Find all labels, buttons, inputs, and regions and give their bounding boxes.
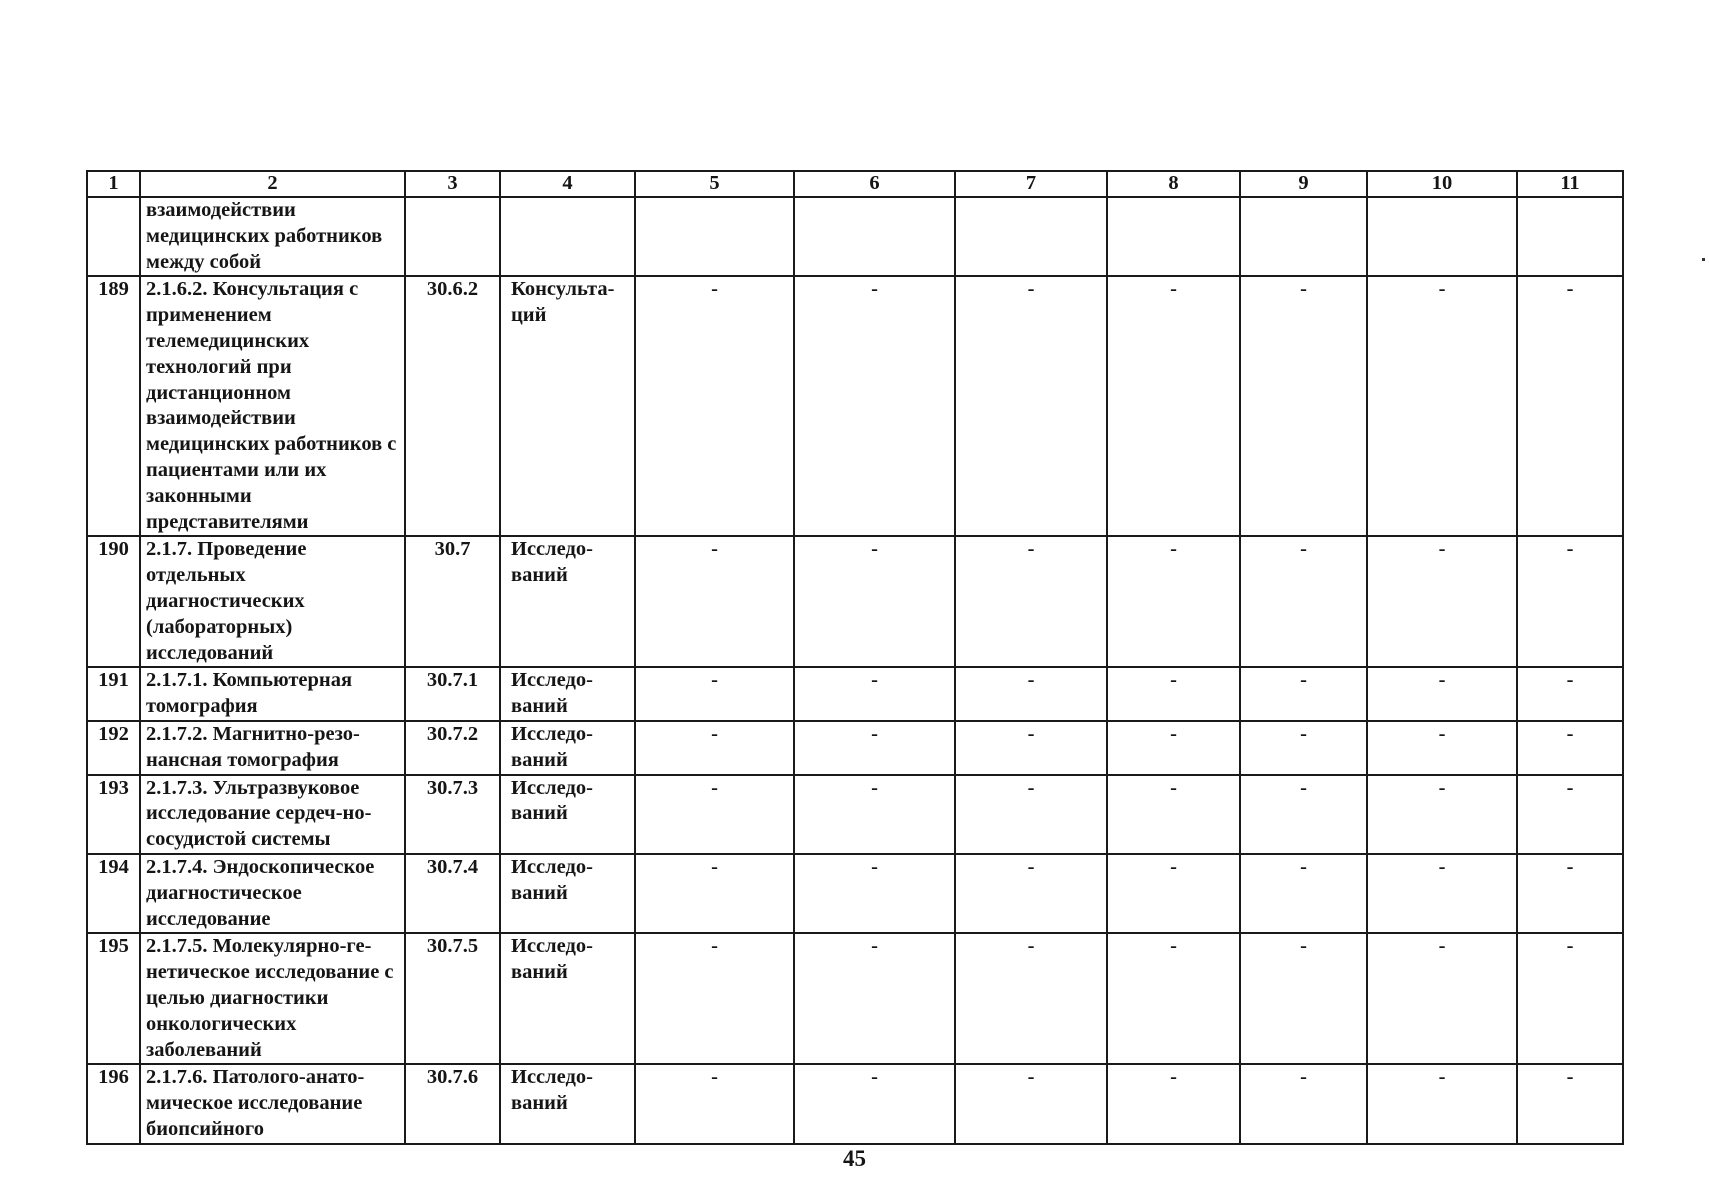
row-value-5: - xyxy=(635,536,794,667)
row-value-6: - xyxy=(794,721,955,775)
row-unit: Исследо-ваний xyxy=(500,536,635,667)
row-value-8 xyxy=(1107,197,1240,276)
row-number xyxy=(87,197,140,276)
row-code: 30.7 xyxy=(405,536,500,667)
row-name: 2.1.7.3. Ультразвуковое исследование сердеч-но-сосудистой системы xyxy=(140,775,405,854)
row-unit: Исследо-ваний xyxy=(500,775,635,854)
row-value-8: - xyxy=(1107,775,1240,854)
row-value-9: - xyxy=(1240,276,1367,536)
row-value-8: - xyxy=(1107,721,1240,775)
row-value-11: - xyxy=(1517,721,1623,775)
row-value-6: - xyxy=(794,667,955,721)
row-value-9: - xyxy=(1240,536,1367,667)
row-value-8: - xyxy=(1107,1064,1240,1143)
column-header-10: 10 xyxy=(1367,171,1517,197)
row-number: 194 xyxy=(87,854,140,933)
table-row xyxy=(87,667,1623,721)
row-name: 2.1.7.1. Компьютерная томография xyxy=(140,667,405,721)
row-value-7: - xyxy=(955,721,1107,775)
row-value-5: - xyxy=(635,854,794,933)
row-value-6: - xyxy=(794,933,955,1064)
row-code xyxy=(405,197,500,276)
page-number: 45 xyxy=(843,1146,866,1171)
row-value-9: - xyxy=(1240,667,1367,721)
row-code: 30.7.3 xyxy=(405,775,500,854)
row-value-7: - xyxy=(955,276,1107,536)
row-name: 2.1.7.2. Магнитно-резо-нансная томография xyxy=(140,721,405,775)
row-unit: Исследо-ваний xyxy=(500,667,635,721)
row-value-7: - xyxy=(955,1064,1107,1143)
table-row xyxy=(87,276,1623,536)
row-value-11: - xyxy=(1517,536,1623,667)
row-number: 195 xyxy=(87,933,140,1064)
row-value-8: - xyxy=(1107,276,1240,536)
row-value-5: - xyxy=(635,276,794,536)
row-value-7: - xyxy=(955,536,1107,667)
table-row xyxy=(87,854,1623,933)
row-number: 192 xyxy=(87,721,140,775)
row-name: взаимодействии медицинских работников между собой xyxy=(140,197,405,276)
row-number: 189 xyxy=(87,276,140,536)
row-value-5: - xyxy=(635,667,794,721)
table-row xyxy=(87,536,1623,667)
row-number: 191 xyxy=(87,667,140,721)
row-value-7 xyxy=(955,197,1107,276)
row-value-10: - xyxy=(1367,536,1517,667)
row-value-11: - xyxy=(1517,276,1623,536)
row-value-10: - xyxy=(1367,775,1517,854)
column-header-11: 11 xyxy=(1517,171,1623,197)
row-value-11: - xyxy=(1517,933,1623,1064)
row-value-5: - xyxy=(635,1064,794,1143)
row-value-8: - xyxy=(1107,854,1240,933)
row-code: 30.7.4 xyxy=(405,854,500,933)
row-value-6 xyxy=(794,197,955,276)
row-value-9: - xyxy=(1240,721,1367,775)
row-value-9: - xyxy=(1240,775,1367,854)
table-row xyxy=(87,721,1623,775)
column-header-7: 7 xyxy=(955,171,1107,197)
row-code: 30.7.6 xyxy=(405,1064,500,1143)
row-name: 2.1.7.4. Эндоскопическое диагностическое исследование xyxy=(140,854,405,933)
table-row xyxy=(87,933,1623,1064)
column-header-6: 6 xyxy=(794,171,955,197)
row-value-8: - xyxy=(1107,536,1240,667)
row-unit: Исследо-ваний xyxy=(500,721,635,775)
row-value-6: - xyxy=(794,536,955,667)
header-row xyxy=(87,171,1623,197)
row-code: 30.7.5 xyxy=(405,933,500,1064)
row-value-10: - xyxy=(1367,667,1517,721)
row-value-5: - xyxy=(635,775,794,854)
row-value-6: - xyxy=(794,854,955,933)
row-value-5 xyxy=(635,197,794,276)
row-value-10: - xyxy=(1367,933,1517,1064)
row-value-6: - xyxy=(794,276,955,536)
row-value-7: - xyxy=(955,854,1107,933)
row-name: 2.1.6.2. Консультация с применением телемедицинских технологий при дистанционном взаимодействии медицинских работников с пациентами или их законными представителями xyxy=(140,276,405,536)
table-row xyxy=(87,1064,1623,1143)
row-value-9: - xyxy=(1240,933,1367,1064)
row-value-9 xyxy=(1240,197,1367,276)
table-row xyxy=(87,775,1623,854)
row-value-11: - xyxy=(1517,775,1623,854)
column-header-8: 8 xyxy=(1107,171,1240,197)
column-header-4: 4 xyxy=(500,171,635,197)
column-header-9: 9 xyxy=(1240,171,1367,197)
row-value-10: - xyxy=(1367,1064,1517,1143)
row-value-8: - xyxy=(1107,667,1240,721)
column-header-3: 3 xyxy=(405,171,500,197)
column-header-1: 1 xyxy=(87,171,140,197)
row-value-7: - xyxy=(955,667,1107,721)
row-code: 30.7.2 xyxy=(405,721,500,775)
row-value-10: - xyxy=(1367,721,1517,775)
column-header-5: 5 xyxy=(635,171,794,197)
row-name: 2.1.7.6. Патолого-анато-мическое исследование биопсийного xyxy=(140,1064,405,1143)
row-value-7: - xyxy=(955,933,1107,1064)
row-value-11: - xyxy=(1517,854,1623,933)
row-value-9: - xyxy=(1240,1064,1367,1143)
row-number: 193 xyxy=(87,775,140,854)
row-number: 190 xyxy=(87,536,140,667)
row-unit: Исследо-ваний xyxy=(500,854,635,933)
row-unit xyxy=(500,197,635,276)
row-code: 30.6.2 xyxy=(405,276,500,536)
column-header-2: 2 xyxy=(140,171,405,197)
row-number: 196 xyxy=(87,1064,140,1143)
row-value-11: - xyxy=(1517,667,1623,721)
table-row xyxy=(87,197,1623,276)
row-value-8: - xyxy=(1107,933,1240,1064)
row-value-9: - xyxy=(1240,854,1367,933)
row-value-6: - xyxy=(794,1064,955,1143)
row-value-5: - xyxy=(635,933,794,1064)
data-table xyxy=(86,170,1624,1145)
row-name: 2.1.7.5. Молекулярно-ге-нетическое исследование с целью диагностики онкологических заболеваний xyxy=(140,933,405,1064)
row-value-11 xyxy=(1517,197,1623,276)
row-value-10: - xyxy=(1367,854,1517,933)
row-value-11: - xyxy=(1517,1064,1623,1143)
row-value-5: - xyxy=(635,721,794,775)
row-value-10 xyxy=(1367,197,1517,276)
row-value-10: - xyxy=(1367,276,1517,536)
row-unit: Консульта-ций xyxy=(500,276,635,536)
row-value-7: - xyxy=(955,775,1107,854)
row-unit: Исследо-ваний xyxy=(500,1064,635,1143)
row-value-6: - xyxy=(794,775,955,854)
scan-speck xyxy=(1702,258,1705,261)
row-code: 30.7.1 xyxy=(405,667,500,721)
row-name: 2.1.7. Проведение отдельных диагностических (лабораторных) исследований xyxy=(140,536,405,667)
row-unit: Исследо-ваний xyxy=(500,933,635,1064)
